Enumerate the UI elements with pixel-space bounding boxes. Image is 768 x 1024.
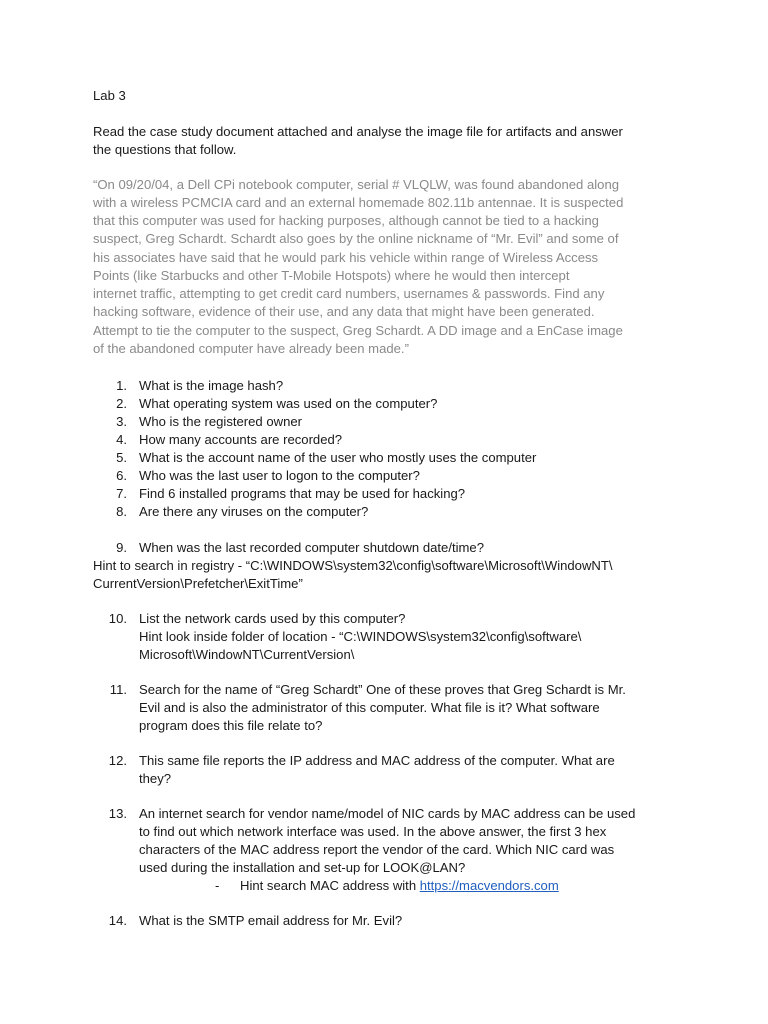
question-text: When was the last recorded computer shutdown date/time?: [139, 540, 484, 555]
question-number: 13.: [108, 806, 127, 821]
question-number: 4.: [116, 432, 127, 447]
quote-line: Attempt to tie the computer to the suspect, Greg Schardt. A DD image and a EnCase image: [93, 323, 623, 338]
quote-line: internet traffic, attempting to get credit card numbers, usernames & passwords. Find any: [93, 286, 605, 301]
question-text: used during the installation and set-up for LOOK@LAN?: [139, 860, 466, 875]
question-number: 12.: [108, 753, 127, 768]
quote-line: suspect, Greg Schardt. Schardt also goes by the online nickname of “Mr. Evil” and some of: [93, 231, 619, 246]
question-number: 6.: [116, 468, 127, 483]
question-text: to find out which network interface was used. In the above answer, the first 3 hex: [139, 824, 607, 839]
quote-line: with a wireless PCMCIA card and an external homemade 802.11b antennae. It is suspected: [93, 195, 624, 210]
question-text: Microsoft\WindowNT\CurrentVersion\: [139, 647, 355, 662]
question-text: This same file reports the IP address and MAC address of the computer. What are: [139, 753, 615, 768]
question-text: Who is the registered owner: [139, 414, 303, 429]
question-text: Who was the last user to logon to the computer?: [139, 468, 420, 483]
quote-line: “On 09/20/04, a Dell CPi notebook computer, serial # VLQLW, was found abandoned along: [93, 177, 620, 192]
intro-line: Read the case study document attached and analyse the image file for artifacts and answer: [93, 124, 623, 139]
intro-line: the questions that follow.: [93, 142, 237, 157]
question-text: What is the account name of the user who mostly uses the computer: [139, 450, 537, 465]
quote-line: his associates have said that he would park his vehicle within range of Wireless Access: [93, 250, 599, 265]
question-text: List the network cards used by this computer?: [139, 611, 406, 626]
registry-hint-line: CurrentVersion\Prefetcher\ExitTime”: [93, 576, 303, 591]
mac-hint-text: Hint search MAC address with: [240, 878, 420, 893]
registry-hint-line: Hint to search in registry - “C:\WINDOWS\system32\config\software\Microsoft\WindowNT\: [93, 558, 613, 573]
question-number: 11.: [109, 682, 127, 697]
question-number: 2.: [116, 396, 127, 411]
page-title: Lab 3: [93, 88, 126, 103]
question-number: 3.: [116, 414, 127, 429]
question-text: characters of the MAC address report the vendor of the card. Which NIC card was: [139, 842, 615, 857]
question-text: they?: [139, 771, 172, 786]
question-number: 9.: [116, 540, 127, 555]
question-text: Hint look inside folder of location - “C:\WINDOWS\system32\config\software\: [139, 629, 582, 644]
mac-hint: [240, 877, 559, 895]
question-text: What operating system was used on the computer?: [139, 396, 438, 411]
question-text: Are there any viruses on the computer?: [139, 504, 369, 519]
question-text: What is the SMTP email address for Mr. Evil?: [139, 913, 403, 928]
question-number: 1.: [116, 378, 127, 393]
question-text: An internet search for vendor name/model of NIC cards by MAC address can be used: [139, 806, 636, 821]
question-number: 8.: [116, 504, 127, 519]
quote-line: of the abandoned computer have already been made.”: [93, 341, 409, 356]
question-text: program does this file relate to?: [139, 718, 323, 733]
question-number: 10.: [108, 611, 127, 626]
question-text: What is the image hash?: [139, 378, 284, 393]
question-text: Find 6 installed programs that may be used for hacking?: [139, 486, 466, 501]
question-number: 14.: [108, 913, 127, 928]
question-text: Search for the name of “Greg Schardt” One of these proves that Greg Schardt is Mr.: [139, 682, 626, 697]
hint-dash: -: [215, 878, 220, 893]
macvendors-link[interactable]: https://macvendors.com: [419, 878, 559, 893]
quote-line: Points (like Starbucks and other T-Mobile Hotspots) where he would then intercept: [93, 268, 570, 283]
question-text: Evil and is also the administrator of this computer. What file is it? What software: [139, 700, 600, 715]
quote-line: that this computer was used for hacking purposes, although cannot be tied to a hacking: [93, 213, 599, 228]
quote-line: hacking software, evidence of their use, and any data that might have been generated.: [93, 304, 595, 319]
question-text: How many accounts are recorded?: [139, 432, 343, 447]
question-number: 7.: [116, 486, 127, 501]
question-number: 5.: [116, 450, 127, 465]
